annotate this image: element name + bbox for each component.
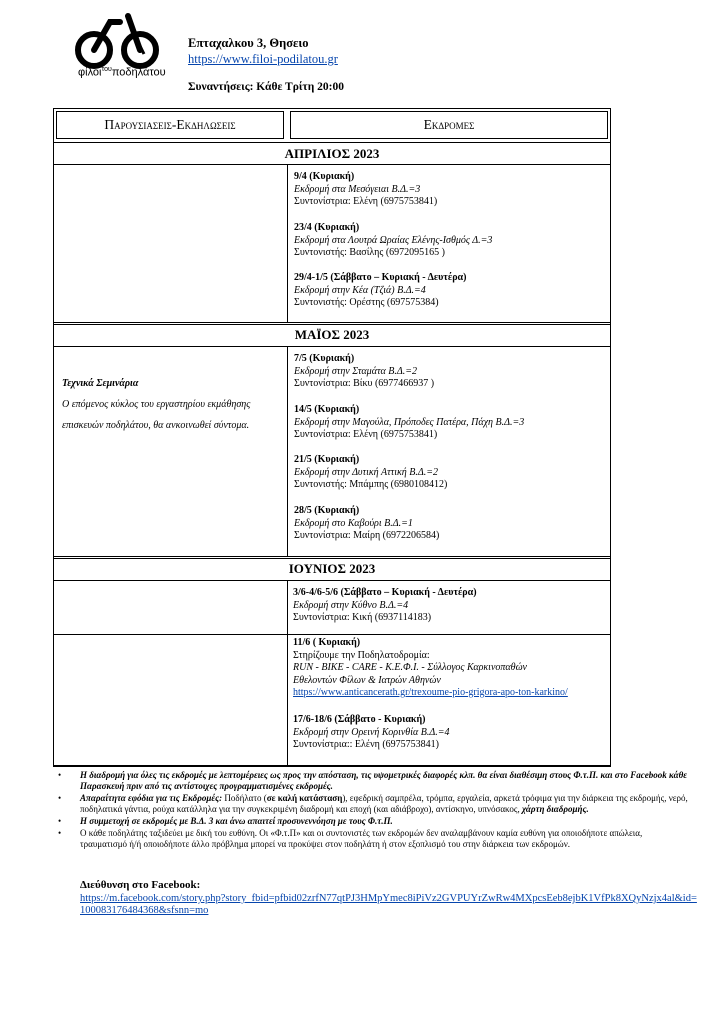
list-item: • Η συμμετοχή σε εκδρομές με Β.Δ. 3 και άνω απαιτεί προσυνεννόηση με τους Φ.τ.Π. xyxy=(58,816,393,826)
event-item: 9/4 (Κυριακή) Εκδρομή στα Μεσόγειαι Β.Δ.=3 Συντονίστρια: Ελένη (6975753841) xyxy=(294,171,438,207)
event-item: 3/6-4/6-5/6 (Σάββατο – Κυριακή - Δευτέρα) Εκδρομή στην Κύθνο Β.Δ.=4 Συντονίστρια: Κική (6937114183) xyxy=(293,587,477,623)
event-item: 28/5 (Κυριακή) Εκδρομή στο Καβούρι Β.Δ.=1 Συντονίστρια: Μαίρη (6972206584) xyxy=(294,505,440,541)
month-title-april: ΑΠΡΙΛΙΟΣ 2023 xyxy=(284,146,380,161)
bullet-icon: • xyxy=(58,828,62,838)
event-item: 21/5 (Κυριακή) Εκδρομή στην Δυτική Αττική Β.Δ.=2 Συντονιστής: Μπάμπης (6980108412) xyxy=(294,454,448,490)
event-item: 7/5 (Κυριακή) Εκδρομή στην Σταμάτα Β.Δ.=2 Συντονίστρια: Βίκυ (6977466937 ) xyxy=(294,353,435,389)
divider xyxy=(54,346,610,347)
bullet-icon: • xyxy=(58,816,62,826)
event-item: 17/6-18/6 (Σάββατο - Κυριακή) Εκδρομή στην Ορεινή Κορινθία Β.Δ.=4 Συντονίστρια:: Ελένη (6975753841) xyxy=(293,714,450,750)
club-address: Επταχαλκου 3, Θησειο xyxy=(188,36,309,50)
divider xyxy=(54,142,610,143)
logo-text: φίλοι$^{\tau o\upsilon}$ποδηλάτου xyxy=(78,66,166,79)
facebook-link[interactable]: https://m.facebook.com/story.php?story_fbid=pfbid02zrfN77qtPJ3HMpYmec8iPiVz2GVPUYrZwRw4MXpcsEeb8ejbK1VfPk8XQyNzjx4al&id=100083176484368&sfsnn=mo xyxy=(80,893,697,916)
column-divider xyxy=(287,633,288,765)
column-divider xyxy=(287,164,288,322)
website-link[interactable]: https://www.filoi-podilatou.gr xyxy=(188,52,338,66)
list-item: • Η διαδρομή για όλες τις εκδρομές με λεπτομέρειες ως προς την απόσταση, τις υψομετρικές διαφορές κλπ. θα είναι διαθέσιμη στους Φ.τ.Π. και στο Facebook κάθε Παρασκευή πριν από τις αντίστοιχες προγραμματισμένες εκδρομές. xyxy=(58,770,687,791)
divider xyxy=(54,580,610,581)
bullet-icon: • xyxy=(58,770,62,780)
event-item: 14/5 (Κυριακή) Εκδρομή στην Μαγούλα, Πρόποδες Πατέρα, Πάχη Β.Δ.=3 Συντονίστρια: Ελένη (6975753841) xyxy=(294,404,525,440)
event-item: 29/4-1/5 (Σάββατο – Κυριακή - Δευτέρα) Εκδρομή στην Κέα (Τζιά) Β.Δ.=4 Συντονιστής: Ορέστης (697575384) xyxy=(294,272,467,308)
event-item: 11/6 ( Κυριακή) Στηρίζουμε την Ποδηλατοδρομία: RUN - BIKE - CARE - Κ.Ε.Φ.Ι. - Σύλλογος Καρκινοπαθών Εθελοντών Φίλων & Ιατρών Αθηνών https://www.anticancerath.gr/trexoume-pio-grigora-apo-ton-karkino/ xyxy=(293,637,623,700)
anticancer-link[interactable]: https://www.anticancerath.gr/trexoume-pio-grigora-apo-ton-karkino/ xyxy=(293,687,568,698)
bullet-icon: • xyxy=(58,793,62,803)
list-item: • Απαραίτητα εφόδια για τις Εκδρομές: Ποδήλατο (σε καλή κατάσταση), εφεδρική σαμπρέλα, τρόμπα, εργαλεία, αρκετά τρόφιμα για την διάρκεια της εκδρομής, νερό, ποδηλατικά γάντια, ρούχα κατάλληλα για την συγκεκριμένη διαδρομή και εποχή (και αδιάβροχο), αντίσκηνο, υπνόσακος, χάρτη διαδρομής. xyxy=(58,793,688,814)
column-divider xyxy=(287,580,288,634)
month-title-may: ΜΑΪΟΣ 2023 xyxy=(294,327,370,342)
notes-list xyxy=(58,770,688,851)
event-item: 23/4 (Κυριακή) Εκδρομή στα Λουτρά Ωραίας Ελένης-Ισθμός Δ.=3 Συντονιστής: Βασίλης (6972095165 ) xyxy=(294,222,493,258)
column-header-presentations: Παρουσιασεις-Εκδηλωσεις xyxy=(104,117,236,132)
seminar-block: Τεχνικά Σεμινάρια Ο επόμενος κύκλος του εργαστηρίου εκμάθησης επισκευών ποδηλάτου, θα ανκοινωθεί σύντομα. xyxy=(62,378,251,431)
list-item: • Ο κάθε ποδηλάτης ταξιδεύει με δική του ευθύνη. Οι «Φ.τ.Π» και οι συντονιστές των εκδρομών δεν αναλαμβάνουν καμία ευθύνη για οποιοδήποτε απώλεια, τραυματισμό ή/ή οποιοδήποτε άλλο πρόβλημα μπορεί να προκύψει στον ποδηλάτη ή στον εξοπλισμό του στην διάρκεια των εκδρομών. xyxy=(58,828,643,849)
schedule-table xyxy=(53,108,611,635)
divider xyxy=(54,556,610,557)
facebook-heading: Διεύθυνση στο Facebook: xyxy=(80,879,201,891)
divider xyxy=(54,324,610,325)
divider xyxy=(54,558,610,559)
month-title-june: ΙΟΥΝΙΟΣ 2023 xyxy=(288,561,376,576)
divider xyxy=(54,164,610,165)
meetings-info: Συναντήσεις: Κάθε Τρίτη 20:00 xyxy=(188,81,344,93)
column-header-excursions: Εκδρομες xyxy=(423,117,475,132)
column-divider xyxy=(287,346,288,556)
divider xyxy=(54,322,610,323)
